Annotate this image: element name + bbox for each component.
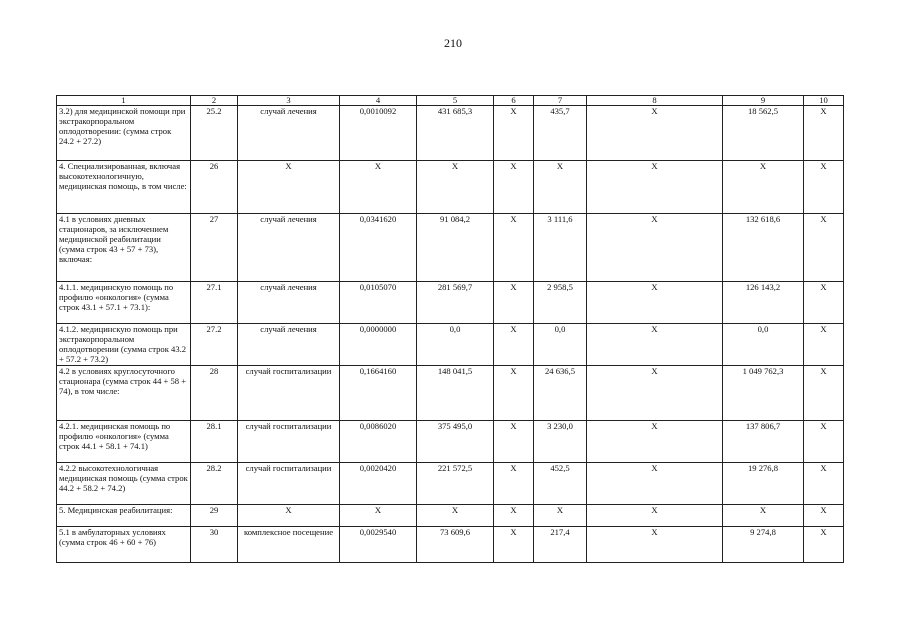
value-cell: X xyxy=(534,505,587,527)
value-cell: X xyxy=(494,463,534,505)
column-header: 4 xyxy=(340,96,417,106)
value-cell: 137 806,7 xyxy=(723,421,804,463)
value-cell: X xyxy=(587,463,723,505)
value-cell: 0,0029540 xyxy=(340,527,417,563)
value-cell: 0,0010092 xyxy=(340,106,417,161)
value-cell: X xyxy=(494,527,534,563)
table-row xyxy=(57,527,844,563)
value-cell: X xyxy=(494,106,534,161)
unit-cell: случай лечения xyxy=(238,282,340,324)
row-code: 26 xyxy=(191,161,238,214)
row-code: 28 xyxy=(191,366,238,421)
unit-cell: случай лечения xyxy=(238,324,340,366)
unit-cell: случай лечения xyxy=(238,106,340,161)
row-code: 28.2 xyxy=(191,463,238,505)
table-row xyxy=(57,505,844,527)
value-cell: 0,0341620 xyxy=(340,214,417,282)
value-cell: X xyxy=(804,214,844,282)
value-cell: 0,0 xyxy=(417,324,494,366)
value-cell: 0,0020420 xyxy=(340,463,417,505)
value-cell: X xyxy=(804,161,844,214)
table-row xyxy=(57,161,844,214)
row-label: 4. Специализированная, включая высокотехнологичную, медицинская помощь, в том числе: xyxy=(57,161,191,214)
value-cell: 148 041,5 xyxy=(417,366,494,421)
value-cell: X xyxy=(804,421,844,463)
unit-cell: случай лечения xyxy=(238,214,340,282)
value-cell: X xyxy=(494,214,534,282)
value-cell: X xyxy=(587,366,723,421)
value-cell: 3 111,6 xyxy=(534,214,587,282)
value-cell: 126 143,2 xyxy=(723,282,804,324)
row-label: 4.2 в условиях круглосуточного стационара (сумма строк 44 + 58 + 74), в том числе: xyxy=(57,366,191,421)
value-cell: 24 636,5 xyxy=(534,366,587,421)
unit-cell: комплексное посещение xyxy=(238,527,340,563)
table-row xyxy=(57,106,844,161)
table-row xyxy=(57,282,844,324)
row-label: 4.1.1. медицинскую помощь по профилю «онкология» (сумма строк 43.1 + 57.1 + 73.1): xyxy=(57,282,191,324)
row-code: 27.2 xyxy=(191,324,238,366)
row-label: 4.1.2. медицинскую помощь при экстракорпоральном оплодотворении (сумма строк 43.2 + 57.2 + 73.2) xyxy=(57,324,191,366)
column-header: 3 xyxy=(238,96,340,106)
value-cell: X xyxy=(587,282,723,324)
unit-cell: случай госпитализации xyxy=(238,366,340,421)
value-cell: 431 685,3 xyxy=(417,106,494,161)
value-cell: X xyxy=(494,505,534,527)
value-cell: X xyxy=(340,161,417,214)
table-row xyxy=(57,421,844,463)
row-label: 5. Медицинская реабилитация: xyxy=(57,505,191,527)
value-cell: X xyxy=(804,106,844,161)
value-cell: 2 958,5 xyxy=(534,282,587,324)
row-label: 3.2) для медицинской помощи при экстракорпоральном оплодотворении: (сумма строк 24.2 + 27.2) xyxy=(57,106,191,161)
unit-cell: случай госпитализации xyxy=(238,463,340,505)
value-cell: X xyxy=(804,282,844,324)
column-header: 7 xyxy=(534,96,587,106)
value-cell: 132 618,6 xyxy=(723,214,804,282)
value-cell: X xyxy=(494,421,534,463)
table-row xyxy=(57,463,844,505)
column-header: 6 xyxy=(494,96,534,106)
row-label: 4.1 в условиях дневных стационаров, за исключением медицинской реабилитации (сумма строк 43 + 57 + 73), включая: xyxy=(57,214,191,282)
value-cell: 0,0105070 xyxy=(340,282,417,324)
value-cell: 217,4 xyxy=(534,527,587,563)
value-cell: X xyxy=(417,161,494,214)
column-header: 5 xyxy=(417,96,494,106)
value-cell: 18 562,5 xyxy=(723,106,804,161)
header-row xyxy=(57,96,844,106)
value-cell: X xyxy=(494,324,534,366)
value-cell: X xyxy=(723,505,804,527)
value-cell: 0,0 xyxy=(534,324,587,366)
value-cell: 0,0000000 xyxy=(340,324,417,366)
value-cell: X xyxy=(804,366,844,421)
value-cell: 435,7 xyxy=(534,106,587,161)
value-cell: X xyxy=(494,282,534,324)
value-cell: 281 569,7 xyxy=(417,282,494,324)
row-label: 4.2.1. медицинская помощь по профилю «онкология» (сумма строк 44.1 + 58.1 + 74.1) xyxy=(57,421,191,463)
value-cell: X xyxy=(494,161,534,214)
row-label: 4.2.2 высокотехнологичная медицинская помощь (сумма строк 44.2 + 58.2 + 74.2) xyxy=(57,463,191,505)
value-cell: X xyxy=(804,324,844,366)
column-header: 9 xyxy=(723,96,804,106)
value-cell: 9 274,8 xyxy=(723,527,804,563)
value-cell: X xyxy=(804,463,844,505)
table-row xyxy=(57,214,844,282)
value-cell: X xyxy=(587,505,723,527)
row-code: 30 xyxy=(191,527,238,563)
column-header: 2 xyxy=(191,96,238,106)
value-cell: 0,0086020 xyxy=(340,421,417,463)
value-cell: X xyxy=(534,161,587,214)
row-code: 25.2 xyxy=(191,106,238,161)
value-cell: X xyxy=(804,505,844,527)
data-table xyxy=(56,95,844,563)
row-code: 27 xyxy=(191,214,238,282)
table-row xyxy=(57,324,844,366)
row-code: 28.1 xyxy=(191,421,238,463)
unit-cell: случай госпитализации xyxy=(238,421,340,463)
value-cell: X xyxy=(494,366,534,421)
row-code: 29 xyxy=(191,505,238,527)
table-row xyxy=(57,366,844,421)
column-header: 8 xyxy=(587,96,723,106)
column-header: 10 xyxy=(804,96,844,106)
value-cell: 375 495,0 xyxy=(417,421,494,463)
value-cell: X xyxy=(587,527,723,563)
value-cell: 3 230,0 xyxy=(534,421,587,463)
value-cell: X xyxy=(723,161,804,214)
value-cell: 452,5 xyxy=(534,463,587,505)
value-cell: X xyxy=(587,214,723,282)
unit-cell: X xyxy=(238,505,340,527)
value-cell: 1 049 762,3 xyxy=(723,366,804,421)
value-cell: X xyxy=(587,161,723,214)
value-cell: 0,1664160 xyxy=(340,366,417,421)
unit-cell: X xyxy=(238,161,340,214)
row-label: 5.1 в амбулаторных условиях (сумма строк 46 + 60 + 76) xyxy=(57,527,191,563)
column-header: 1 xyxy=(57,96,191,106)
value-cell: 73 609,6 xyxy=(417,527,494,563)
value-cell: X xyxy=(417,505,494,527)
value-cell: X xyxy=(587,106,723,161)
value-cell: 91 084,2 xyxy=(417,214,494,282)
value-cell: X xyxy=(340,505,417,527)
value-cell: 221 572,5 xyxy=(417,463,494,505)
value-cell: X xyxy=(587,324,723,366)
value-cell: X xyxy=(587,421,723,463)
page-number: 210 xyxy=(444,36,462,50)
value-cell: 19 276,8 xyxy=(723,463,804,505)
value-cell: X xyxy=(804,527,844,563)
row-code: 27.1 xyxy=(191,282,238,324)
value-cell: 0,0 xyxy=(723,324,804,366)
